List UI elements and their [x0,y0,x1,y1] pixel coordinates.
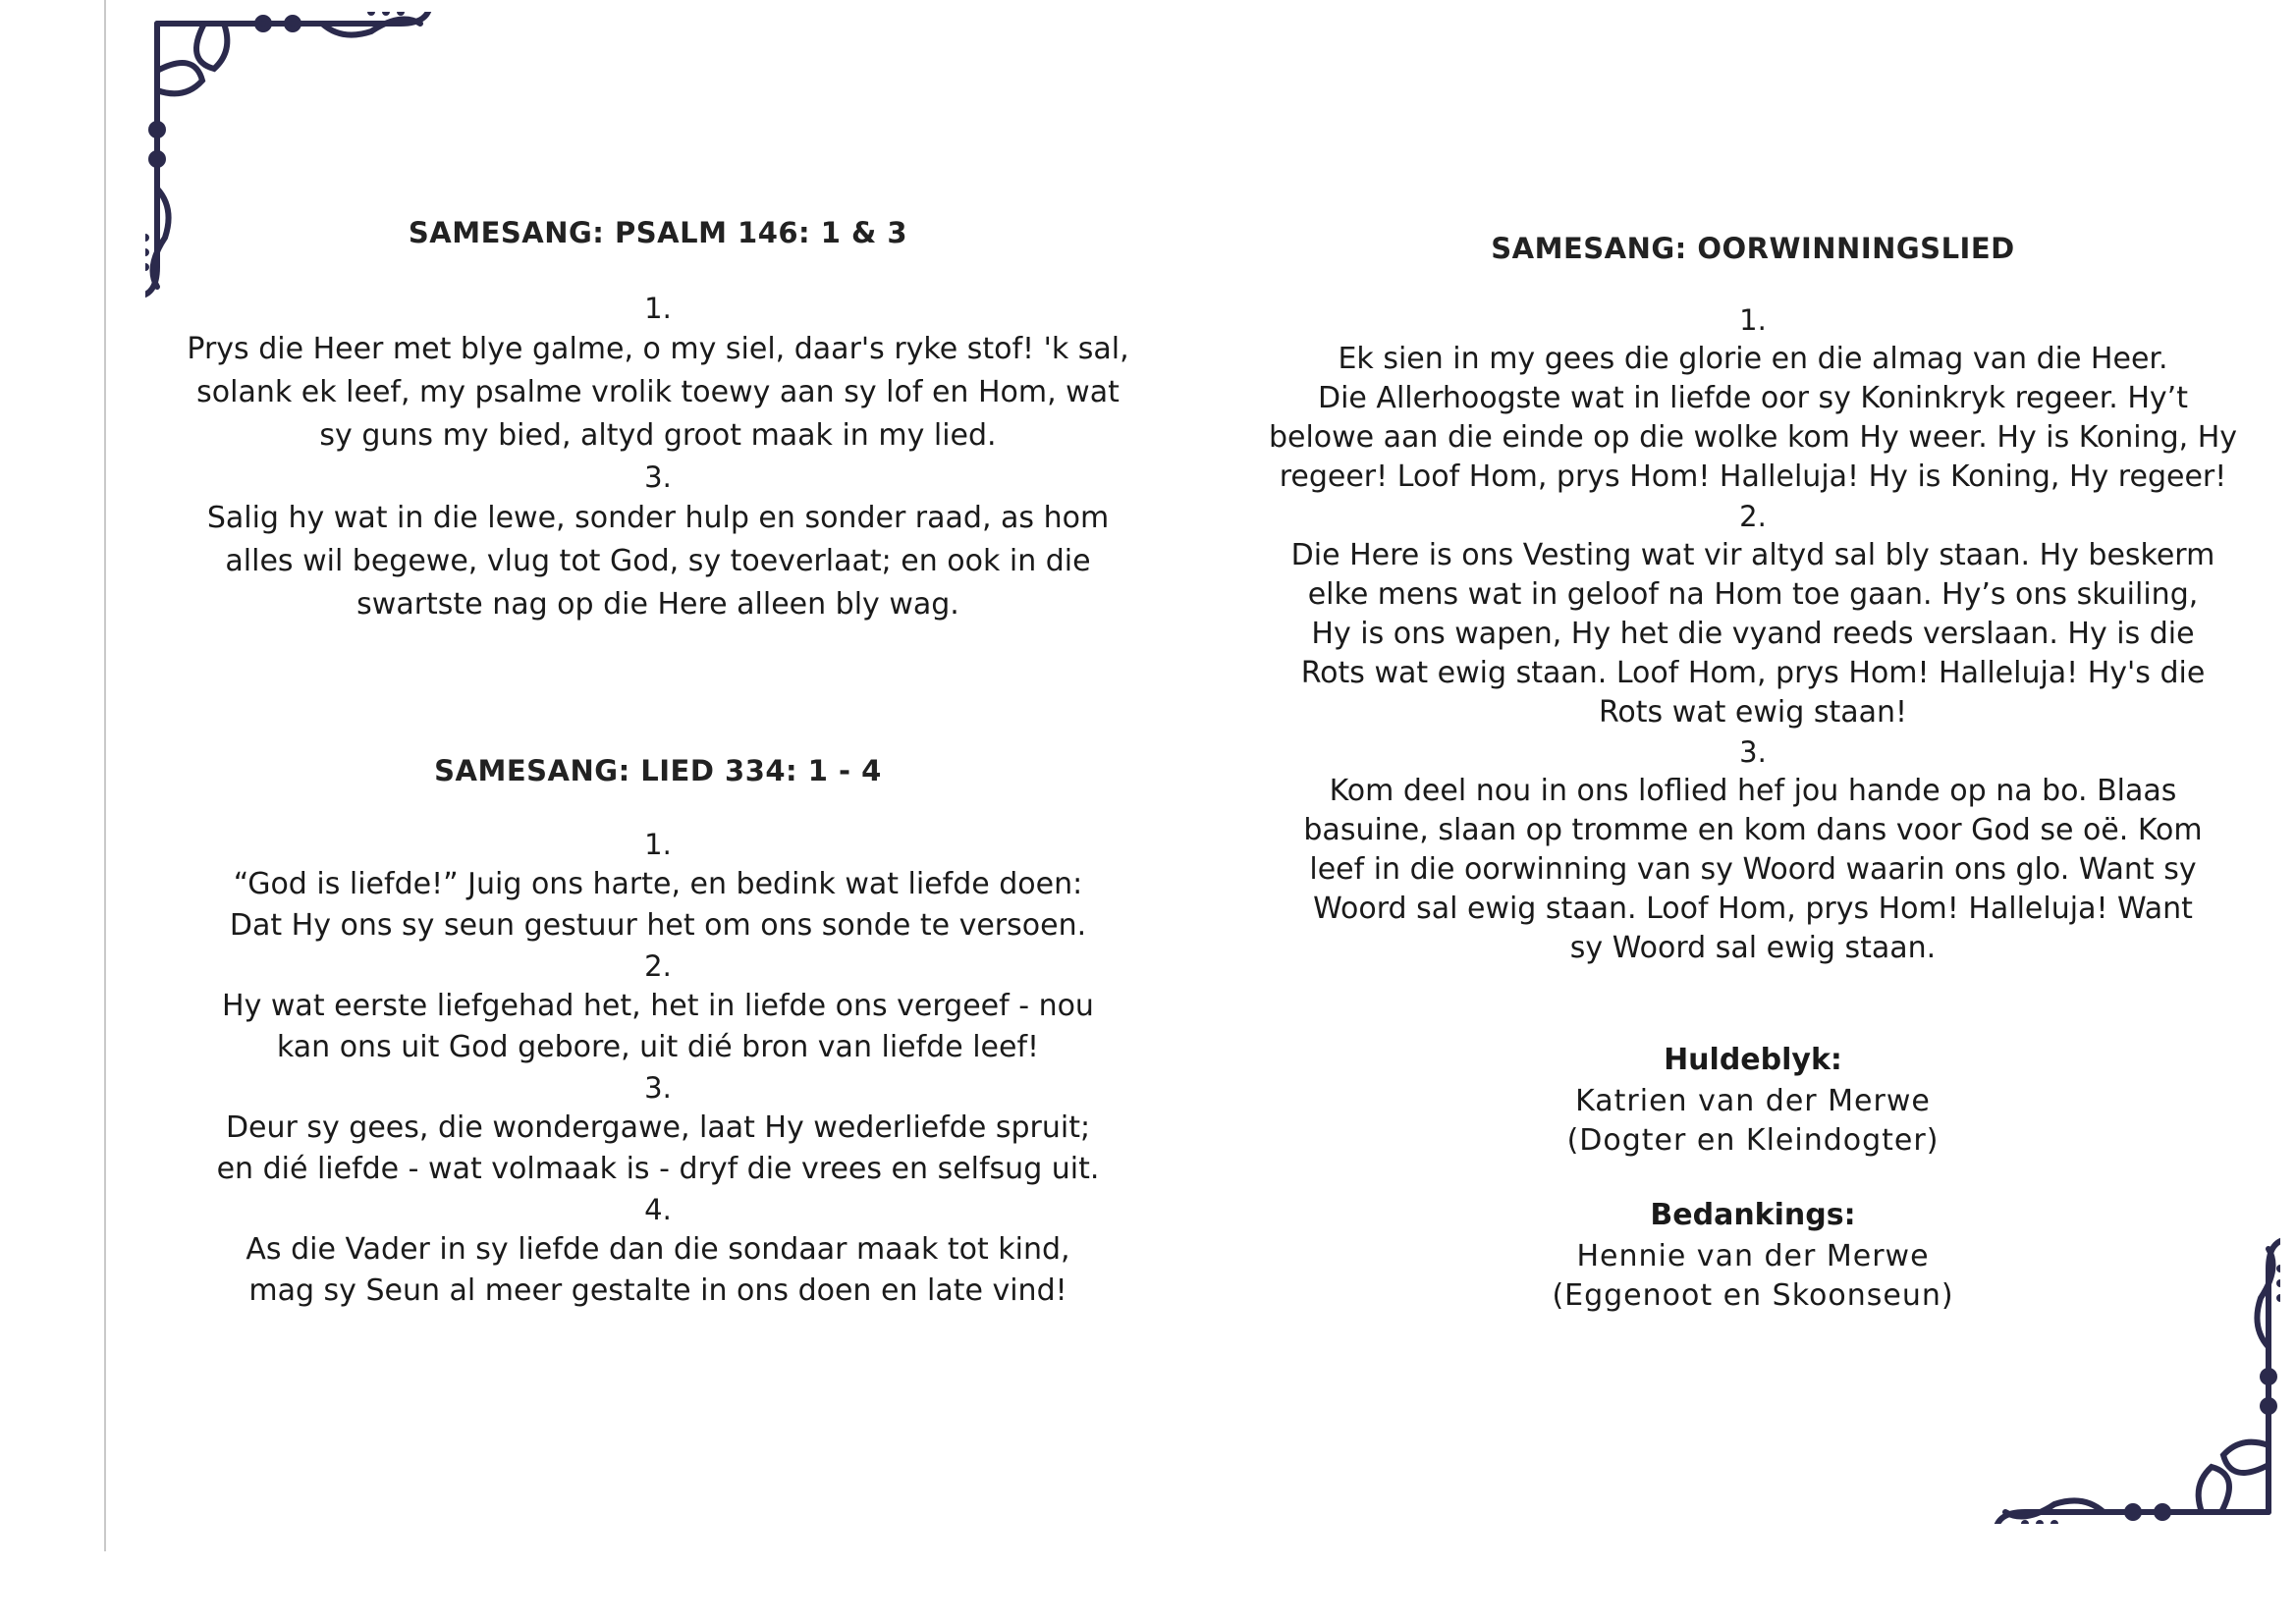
verse-line: en dié liefde - wat volmaak is - dryf die vrees en selfsug uit. [216,1152,1100,1186]
verse-number: 4. [644,1193,672,1226]
verse-number: 2. [644,949,672,983]
tribute-name: Katrien van der Merwe [1575,1084,1931,1118]
tribute-relation: (Dogter en Kleindogter) [1566,1123,1940,1158]
verse-line: Salig hy wat in die lewe, sonder hulp en sonder raad, as hom [206,501,1110,535]
verse-number: 1. [644,292,672,325]
verse-line: solank ek leef, my psalme vrolik toewy aan sy lof en Hom, wat [196,375,1120,409]
lied-verse-2 [165,947,1151,1068]
tribute-section [1210,1039,2296,1161]
thanks-heading: Bedankings: [1650,1198,1856,1232]
lied-heading: SAMESANG: LIED 334: 1 - 4 [434,754,882,787]
verse-line: regeer! Loof Hom, prys Hom! Halleluja! Hy is Koning, Hy regeer! [1279,460,2227,494]
verse-line: Hy is ons wapen, Hy het die vyand reeds verslaan. Hy is die [1311,617,2195,651]
verse-line: Rots wat ewig staan! [1598,695,1908,730]
verse-line: mag sy Seun al meer gestalte in ons doen en late vind! [248,1273,1067,1308]
verse-line: Ek sien in my gees die glorie en die almag van die Heer. [1338,342,2168,376]
verse-line: kan ons uit God gebore, uit dié bron van liefde leef! [276,1030,1040,1064]
verse-line: belowe aan die einde op die wolke kom Hy weer. Hy is Koning, Hy [1268,420,2238,455]
verse-line: “God is liefde!” Juig ons harte, en bedink wat liefde doen: [233,867,1083,901]
verse-number: 1. [1739,303,1767,337]
oorwinningslied-section [1210,232,2296,968]
lied-verse-3 [165,1068,1151,1190]
verse-line: Die Allerhoogste wat in liefde oor sy Koninkryk regeer. Hy’t [1318,381,2188,415]
verse-number: 3. [644,1071,672,1105]
verse-line: Kom deel nou in ons loflied hef jou hande op na bo. Blaas [1329,774,2177,808]
psalm-verse-1 [165,289,1151,458]
psalm-verse-3 [165,458,1151,626]
verse-line: Die Here is ons Vesting wat vir altyd sal bly staan. Hy beskerm [1290,538,2215,572]
verse-line: Deur sy gees, die wondergawe, laat Hy wederliefde spruit; [225,1110,1091,1145]
tribute-heading: Huldeblyk: [1664,1043,1842,1077]
thanks-relation: (Eggenoot en Skoonseun) [1552,1278,1954,1313]
lied-section [106,754,1210,1312]
verse-number: 3. [1739,735,1767,769]
lied-verse-4 [165,1190,1151,1312]
verse-number: 2. [1739,500,1767,533]
corner-flourish-icon [145,12,440,306]
verse-line: alles wil begewe, vlug tot God, sy toeverlaat; en ook in die [225,544,1091,578]
verse-number: 1. [644,828,672,861]
verse-line: sy Woord sal ewig staan. [1569,931,1937,965]
verse-line: sy guns my bied, altyd groot maak in my lied. [319,418,997,453]
verse-line: As die Vader in sy liefde dan die sondaar maak tot kind, [246,1232,1070,1267]
verse-line: leef in die oorwinning van sy Woord waarin ons glo. Want sy [1309,852,2197,887]
verse-line: Dat Hy ons sy seun gestuur het om ons sonde te versoen. [229,908,1087,943]
song-verse-3 [1249,732,2257,968]
psalm-heading: SAMESANG: PSALM 146: 1 & 3 [408,216,908,249]
verse-line: Prys die Heer met blye galme, o my siel, daar's ryke stof! 'k sal, [187,332,1129,366]
thanks-name: Hennie van der Merwe [1576,1239,1930,1273]
lied-verse-1 [165,825,1151,947]
verse-line: elke mens wat in geloof na Hom toe gaan. Hy’s ons skuiling, [1307,577,2199,612]
verse-line: Rots wat ewig staan. Loof Hom, prys Hom! Halleluja! Hy's die [1300,656,2206,690]
song-verse-2 [1249,497,2257,732]
verse-line: Woord sal ewig staan. Loof Hom, prys Hom! Halleluja! Want [1313,892,2193,926]
oorwinningslied-heading: SAMESANG: OORWINNINGSLIED [1491,232,2015,265]
verse-number: 3. [644,460,672,494]
verse-line: basuine, slaan op tromme en kom dans voor God se oë. Kom [1303,813,2203,847]
song-verse-1 [1249,300,2257,497]
corner-flourish-icon [1986,1229,2280,1524]
verse-line: Hy wat eerste liefgehad het, het in liefde ons vergeef - nou [222,989,1094,1023]
verse-line: swartste nag op die Here alleen bly wag. [356,587,959,622]
